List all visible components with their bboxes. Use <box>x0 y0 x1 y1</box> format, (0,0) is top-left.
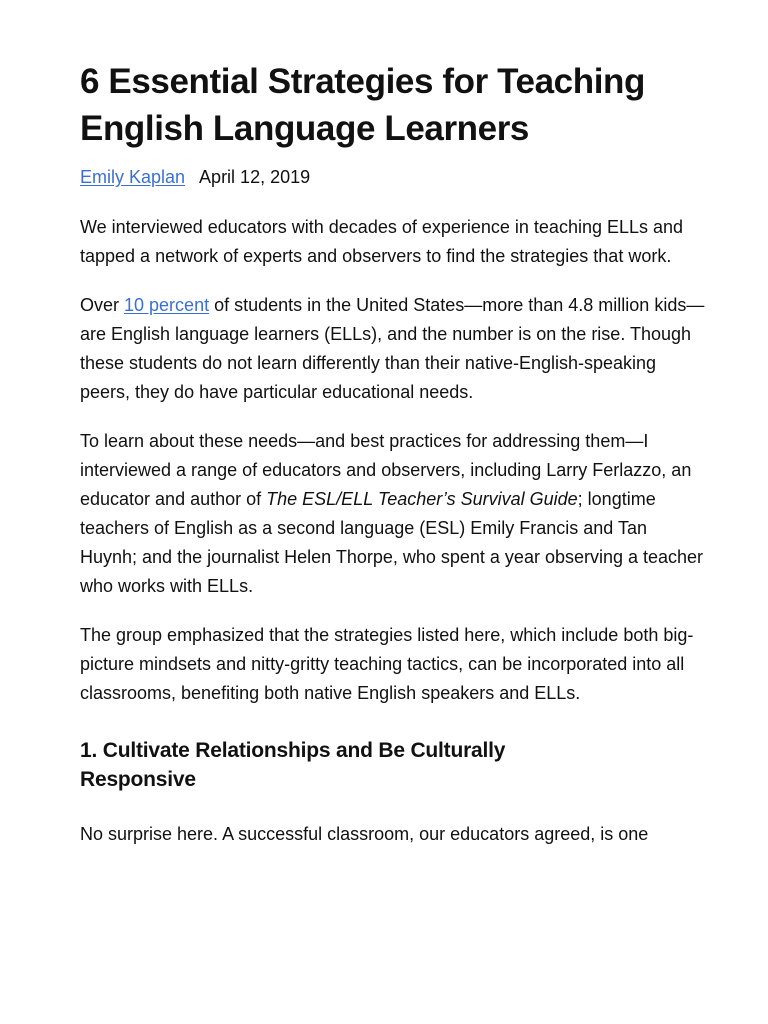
paragraph-text: of students in the United States—more than 4.8 million kids—are English language learners (ELLs), and the number is on the rise. Though these students do not learn differently than their native-English-speaking peers, they do have particular educational needs. <box>80 295 705 402</box>
paragraph-statistics <box>80 291 708 407</box>
paragraph-emphasis: The group emphasized that the strategies listed here, which include both big-picture mindsets and nitty-gritty teaching tactics, can be incorporated into all classrooms, benefiting both native English speakers and ELLs. <box>80 625 694 703</box>
article-body <box>80 213 708 849</box>
intro-paragraph: We interviewed educators with decades of experience in teaching ELLs and tapped a network of experts and observers to find the strategies that work. <box>80 217 684 266</box>
article-title: 6 Essential Strategies for Teaching English Language Learners <box>80 62 645 148</box>
section-heading: 1. Cultivate Relationships and Be Culturally Responsive <box>80 739 506 791</box>
percent-link[interactable]: 10 percent <box>124 295 210 315</box>
paragraph-interviews <box>80 427 708 601</box>
book-title: The ESL/ELL Teacher’s Survival Guide <box>266 489 578 509</box>
paragraph-text: ; longtime teachers of English as a second language (ESL) Emily Francis and Tan Huynh; and the journalist Helen Thorpe, who spent a year observing a teacher who works with ELLs. <box>80 489 704 596</box>
section-first-paragraph: No surprise here. A successful classroom, our educators agreed, is one <box>80 824 649 844</box>
author-link[interactable]: Emily Kaplan <box>80 167 186 187</box>
paragraph-text: To learn about these needs—and best practices for addressing them—I interviewed a range of educators and observers, including Larry Ferlazzo, an educator and author of <box>80 431 692 509</box>
paragraph-text: Over <box>80 295 125 315</box>
publish-date: April 12, 2019 <box>199 167 311 187</box>
byline <box>80 165 708 189</box>
